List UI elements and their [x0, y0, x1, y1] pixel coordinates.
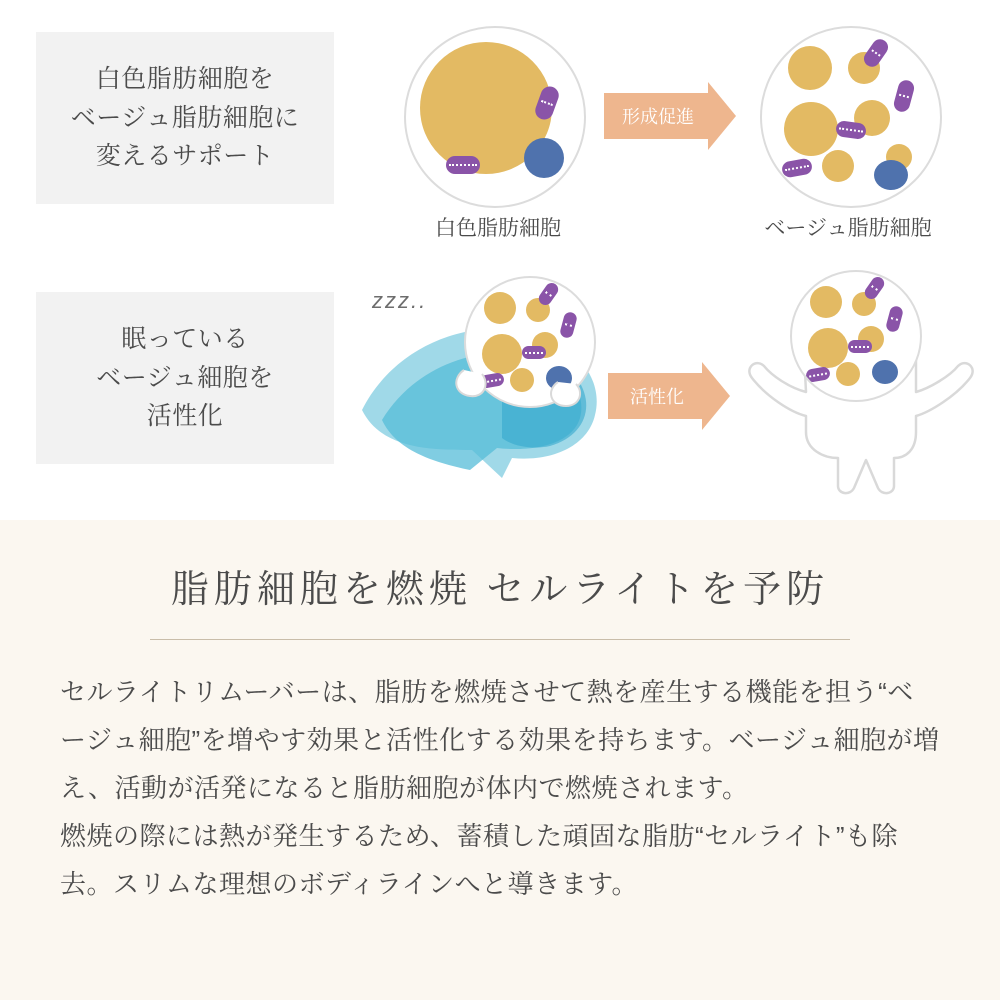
mitochondria-icon	[892, 78, 916, 113]
mitochondria-icon	[446, 156, 480, 174]
row1-label-line1: 白色脂肪細胞を	[95, 64, 275, 93]
sleeping-arms-illustration	[438, 330, 628, 420]
arrow-head-icon	[702, 362, 730, 430]
arrow-head-icon	[708, 82, 736, 150]
mitochondria-icon	[848, 340, 872, 353]
row2-label-line1: 眠っている	[121, 324, 249, 353]
white-cell-caption: 白色脂肪細胞	[435, 217, 561, 240]
arrow-activation	[608, 362, 730, 430]
mitochondria-icon	[781, 158, 813, 179]
activated-beige-cell-illustration	[790, 270, 922, 402]
row2-label-line3: 活性化	[146, 402, 224, 431]
row1-label-line3: 変えるサポート	[95, 142, 275, 171]
lipid-droplet	[836, 362, 860, 386]
lipid-droplet	[788, 46, 832, 90]
white-fat-cell-illustration	[404, 26, 586, 208]
cell-nucleus	[872, 360, 898, 384]
row1-label-box	[36, 32, 334, 204]
row1-label-line2: ベージュ脂肪細胞に	[70, 103, 300, 132]
panel-title: 脂肪細胞を燃焼 セルライトを予防	[170, 569, 830, 611]
mitochondria-icon	[805, 366, 831, 383]
arrow-formation-promotion	[604, 82, 736, 150]
sleep-sound-text: zzz..	[372, 288, 428, 313]
lipid-droplet	[784, 102, 838, 156]
lipid-droplet	[822, 150, 854, 182]
row2-label-box	[36, 292, 334, 464]
lipid-droplet	[810, 286, 842, 318]
cell-nucleus	[524, 138, 564, 178]
lipid-droplet	[808, 328, 848, 368]
beige-fat-cell-illustration	[760, 26, 942, 208]
arrow-label: 活性化	[608, 373, 702, 419]
beige-cell-caption: ベージュ脂肪細胞	[764, 217, 932, 240]
cell-nucleus	[874, 160, 908, 190]
lipid-droplet	[484, 292, 516, 324]
description-panel	[0, 520, 1000, 1000]
panel-paragraph-2: 燃焼の際には熱が発生するため、蓄積した頑固な脂肪“セルライト”も除去。スリムな理想のボディラインへと導きます。	[60, 821, 898, 900]
panel-paragraph-1: セルライトリムーバーは、脂肪を燃焼させて熱を産生する機能を担う“ベージュ細胞”を増やす効果と活性化する効果を持ちます。ベージュ細胞が増え、活動が活発になると脂肪細胞が体内で燃焼されます。	[60, 677, 940, 804]
mitochondria-icon	[885, 305, 904, 333]
panel-body	[60, 668, 940, 908]
title-divider	[150, 639, 850, 640]
row2-label-line2: ベージュ細胞を	[96, 363, 274, 392]
arrow-label: 形成促進	[604, 93, 708, 139]
